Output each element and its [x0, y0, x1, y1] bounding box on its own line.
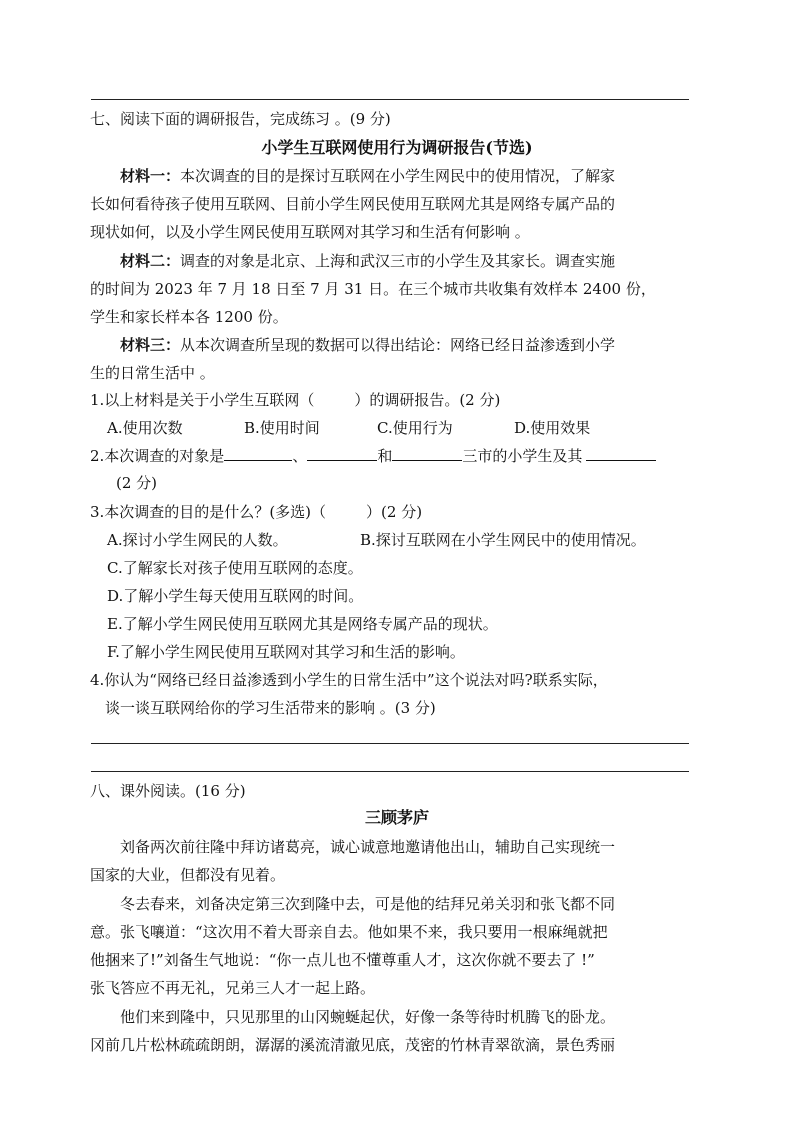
q1-option-b[interactable]: B.使用时间: [244, 419, 320, 437]
q3-option-c[interactable]: C.了解家长对孩子使用互联网的态度。: [107, 559, 363, 577]
q2-score: (2 分): [116, 474, 158, 492]
q2-sep1: 、: [292, 447, 308, 465]
material3-label: 材料三：: [120, 336, 181, 354]
material2-line2: 的时间为 2023 年 7 月 18 日至 7 月 31 日。在三个城市共收集有效样本 2400 份，: [90, 280, 656, 298]
material3-line2: 生的日常生活中 。: [90, 364, 215, 382]
material1-label: 材料一：: [120, 167, 181, 185]
story-line-8: 冈前几片松林疏疏朗朗，潺潺的溪流清澈见底，茂密的竹林青翠欲滴，景色秀丽: [90, 1036, 616, 1054]
answer-line-2[interactable]: [91, 771, 689, 772]
answer-line-1[interactable]: [91, 743, 689, 744]
question-4-line2: 谈一谈互联网给你的学习生活带来的影响 。(3 分): [105, 699, 436, 717]
q1-option-a[interactable]: A.使用次数: [107, 419, 183, 437]
material2-line3: 学生和家长样本各 1200 份。: [90, 308, 288, 326]
material2-text1: 调查的对象是北京、上海和武汉三市的小学生及其家长。调查实施: [180, 252, 616, 270]
q3-option-d[interactable]: D.了解小学生每天使用互联网的时间。: [107, 587, 364, 605]
q2-blank-2[interactable]: [307, 446, 377, 461]
q1-option-d[interactable]: D.使用效果: [514, 419, 591, 437]
material3-line1: [120, 335, 615, 355]
q1-option-c[interactable]: C.使用行为: [377, 419, 453, 437]
material1-line2: 长如何看待孩子使用互联网、目前小学生网民使用互联网尤其是网络专属产品的: [90, 195, 616, 213]
report-title: 小学生互联网使用行为调研报告(节选): [261, 138, 533, 157]
material2-label: 材料二：: [120, 252, 181, 270]
story-line-4: 意。张飞嚷道：“这次用不着大哥亲自去。他如果不来，我只要用一根麻绳就把: [90, 923, 608, 941]
q2-blank-3[interactable]: [392, 446, 462, 461]
material1-text1: 本次调查的目的是探讨互联网在小学生网民中的使用情况，了解家: [180, 167, 616, 185]
q3-tail: ）(2 分): [366, 503, 423, 521]
material3-text1: 从本次调查所呈现的数据可以得出结论：网络已经日益渗透到小学: [180, 336, 616, 354]
q2-blank-1[interactable]: [224, 446, 292, 461]
story-line-5: 他捆来了!”刘备生气地说：“你一点儿也不懂尊重人才，这次你就不要去了 !”: [90, 951, 595, 969]
story-line-6: 张飞答应不再无礼，兄弟三人才一起上路。: [90, 979, 376, 997]
q3-option-b[interactable]: B.探讨互联网在小学生网民中的使用情况。: [360, 531, 646, 549]
question-3: [90, 502, 422, 522]
material1-line3: 现状如何，以及小学生网民使用互联网对其学习和生活有何影响 。: [90, 223, 530, 241]
story-line-3: 冬去春来，刘备决定第三次到隆中去，可是他的结拜兄弟关羽和张飞都不同: [120, 895, 616, 913]
section7-heading: 七、阅读下面的调研报告，完成练习 。(9 分): [90, 110, 391, 128]
top-divider: [91, 99, 689, 100]
material2-line1: [120, 251, 615, 271]
q3-option-f[interactable]: F.了解小学生网民使用互联网对其学习和生活的影响。: [107, 643, 465, 661]
story-line-2: 国家的大业，但都没有见着。: [90, 866, 286, 884]
q3-option-e[interactable]: E.了解小学生网民使用互联网尤其是网络专属产品的现状。: [107, 615, 498, 633]
q2-sep2: 和: [377, 447, 393, 465]
question-2: [90, 446, 656, 466]
q2-stem: 2.本次调查的对象是: [90, 447, 225, 465]
story-title: 三顾茅庐: [364, 808, 429, 827]
q2-tail: 三市的小学生及其: [462, 447, 583, 465]
q1-stem: 1.以上材料是关于小学生互联网（: [90, 391, 315, 409]
story-line-1: 刘备两次前往隆中拜访诸葛亮，诚心诚意地邀请他出山，辅助自己实现统一: [120, 838, 616, 856]
q3-stem: 3.本次调查的目的是什么？(多选)（: [90, 503, 327, 521]
story-line-7: 他们来到隆中，只见那里的山冈蜿蜒起伏，好像一条等待时机腾飞的卧龙。: [120, 1008, 616, 1026]
q1-tail: ）的调研报告。(2 分): [354, 391, 501, 409]
section8-heading: 八、课外阅读。(16 分): [90, 782, 246, 800]
question-1: [90, 390, 500, 410]
question-4-line1: 4.你认为“网络已经日益渗透到小学生的日常生活中”这个说法对吗?联系实际，: [90, 671, 608, 689]
q3-option-a[interactable]: A.探讨小学生网民的人数。: [107, 531, 288, 549]
material1-line1: [120, 166, 615, 186]
q2-blank-4[interactable]: [586, 446, 656, 461]
